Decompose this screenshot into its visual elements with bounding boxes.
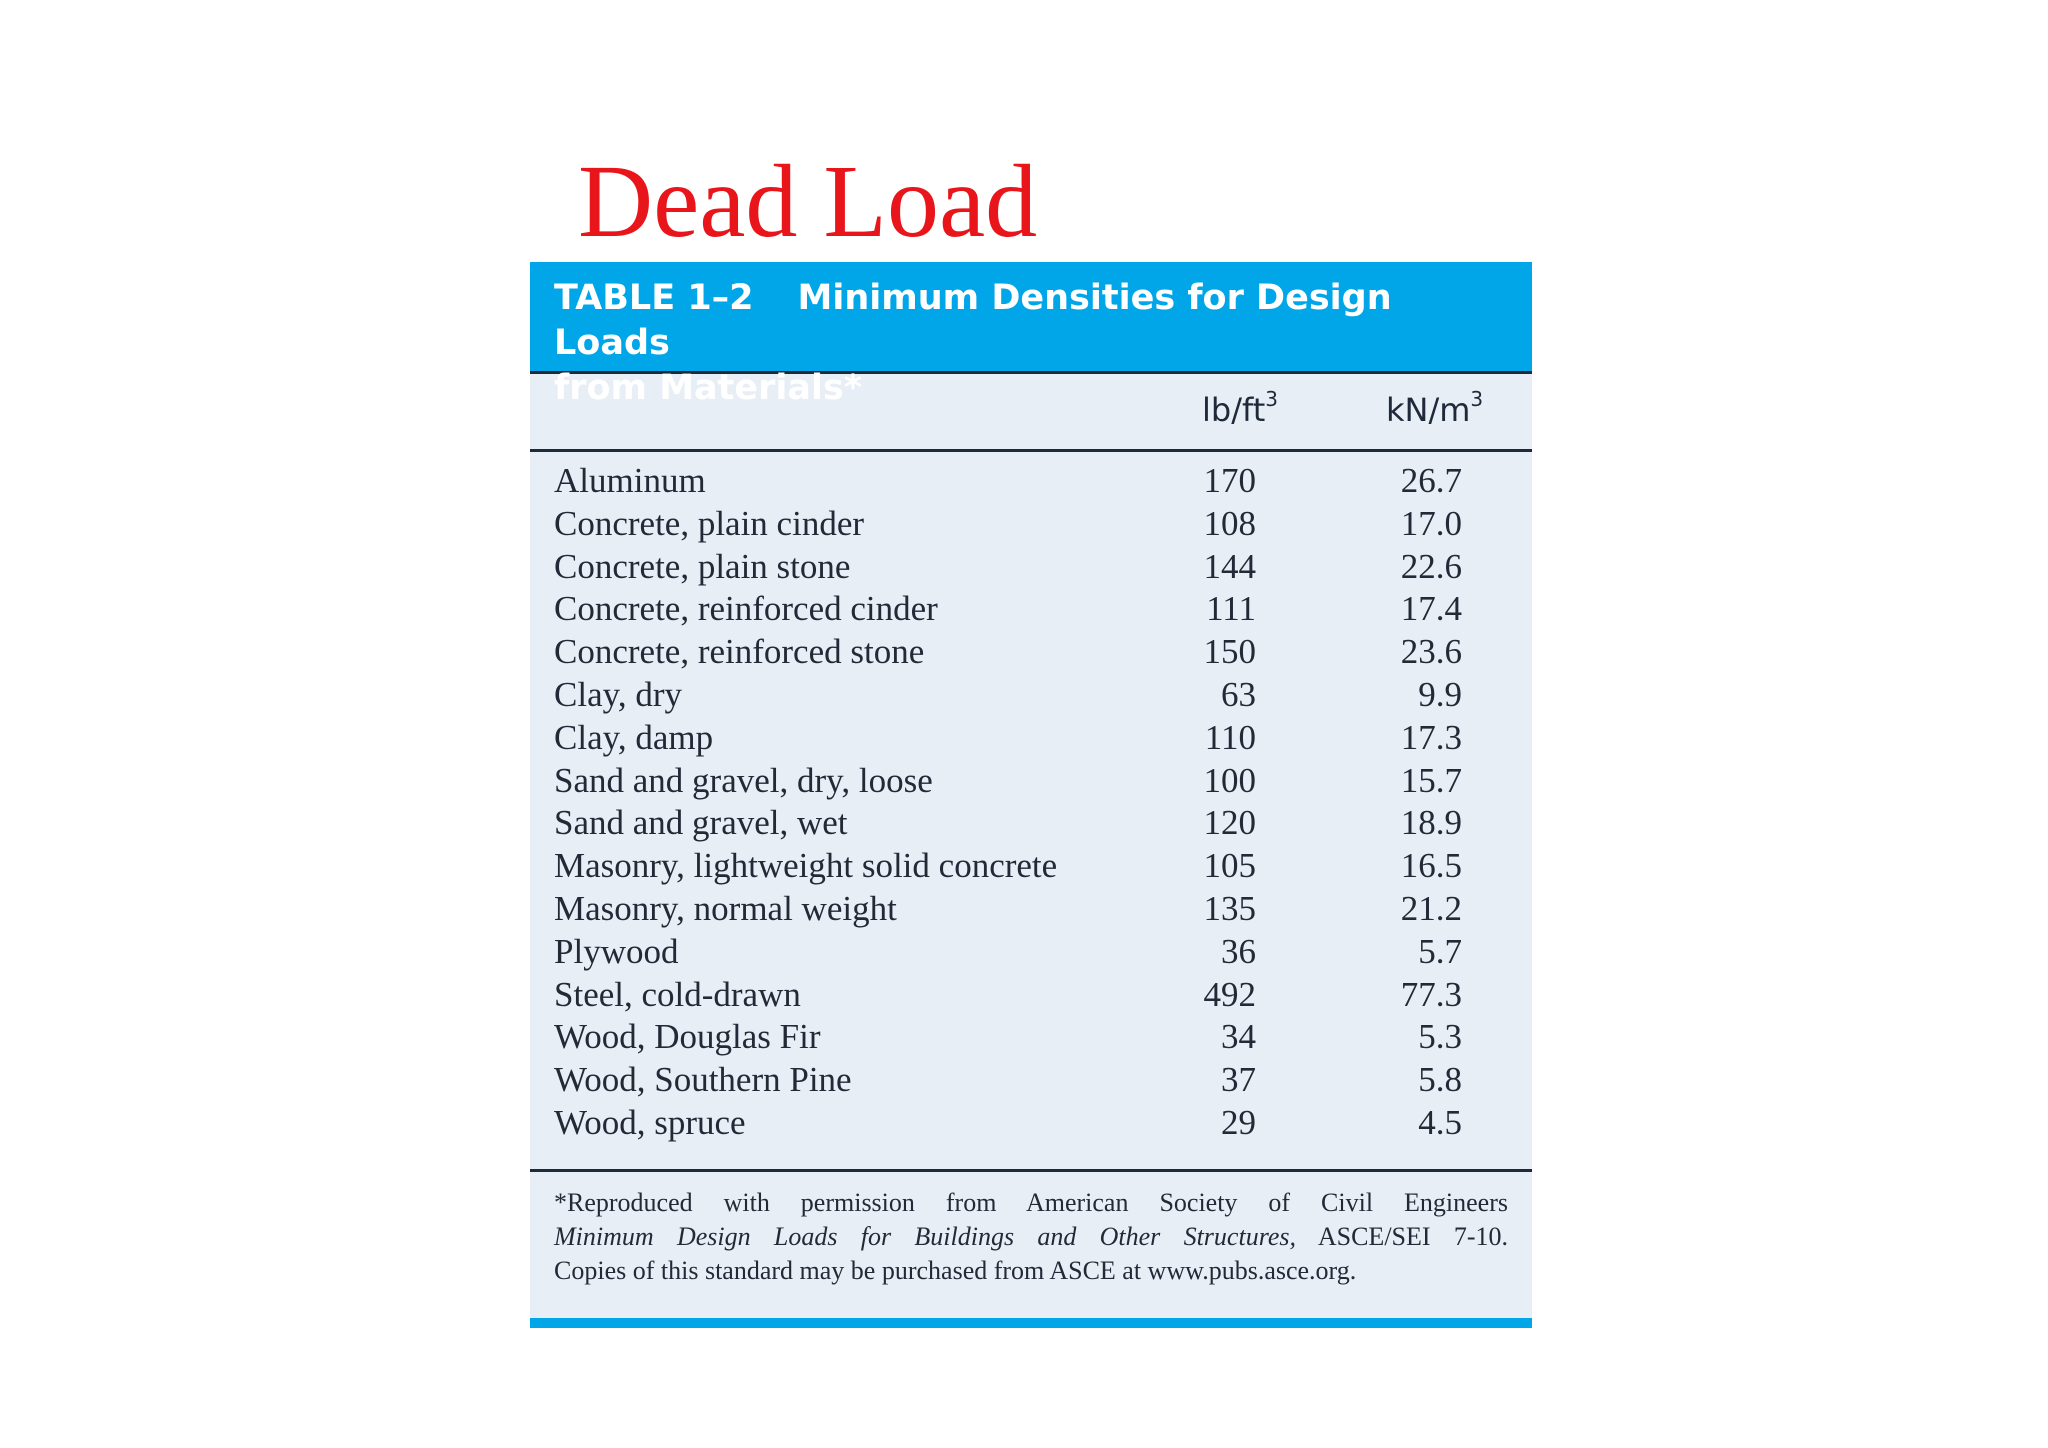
table-row: [530, 974, 1532, 1017]
table-label: TABLE 1–2: [554, 278, 754, 318]
material-name: Masonry, normal weight: [554, 888, 897, 928]
density-lb-ft3: 111: [1206, 589, 1256, 629]
density-kn-m3: 18.9: [1400, 803, 1462, 843]
density-kn-m3: 5.3: [1418, 1017, 1462, 1057]
material-name: Clay, damp: [554, 717, 714, 757]
density-lb-ft3: 37: [1221, 1060, 1256, 1100]
table-title-line2: from Materials*: [554, 368, 863, 408]
table-footnote: [530, 1172, 1532, 1288]
density-kn-m3: 9.9: [1418, 674, 1462, 714]
density-kn-m3: 16.5: [1400, 846, 1462, 886]
density-lb-ft3: 150: [1203, 632, 1256, 672]
footnote-line2: [554, 1220, 1508, 1254]
material-name: Sand and gravel, wet: [554, 803, 848, 843]
table-row: [530, 460, 1532, 503]
density-kn-m3: 23.6: [1400, 632, 1462, 672]
density-lb-ft3: 36: [1221, 931, 1256, 971]
density-lb-ft3: 170: [1203, 461, 1256, 500]
density-lb-ft3: 108: [1203, 503, 1256, 543]
table-row: [530, 760, 1532, 803]
density-lb-ft3: 34: [1221, 1017, 1256, 1057]
density-lb-ft3: 135: [1203, 888, 1256, 928]
table-body: [530, 452, 1532, 1172]
density-kn-m3: 21.2: [1400, 888, 1462, 928]
material-name: Plywood: [554, 931, 679, 971]
density-lb-ft3: 492: [1203, 974, 1256, 1014]
footnote-line1: *Reproduced with permission from American Society of Civil Engineers: [554, 1188, 1508, 1217]
material-name: Sand and gravel, dry, loose: [554, 760, 933, 800]
table-row: [530, 888, 1532, 931]
material-name: Clay, dry: [554, 674, 682, 714]
table-row: [530, 931, 1532, 974]
density-kn-m3: 5.8: [1418, 1060, 1462, 1100]
density-kn-m3: 26.7: [1400, 461, 1462, 500]
material-name: Wood, Douglas Fir: [554, 1017, 821, 1057]
table-row: [530, 674, 1532, 717]
density-kn-m3: 77.3: [1400, 974, 1462, 1014]
unit-header-lb-ft3: $lb/ft^3$: [1202, 387, 1278, 429]
density-lb-ft3: 105: [1203, 846, 1256, 886]
table-row: [530, 631, 1532, 674]
table-row: [530, 845, 1532, 888]
density-kn-m3: 4.5: [1418, 1102, 1462, 1142]
density-table: [530, 262, 1532, 1328]
material-name: Concrete, plain cinder: [554, 503, 865, 543]
density-kn-m3: 17.0: [1400, 503, 1462, 543]
material-name: Wood, spruce: [554, 1102, 746, 1142]
material-name: Wood, Southern Pine: [554, 1060, 852, 1100]
density-kn-m3: 17.4: [1400, 589, 1462, 629]
material-name: Concrete, reinforced cinder: [554, 589, 938, 629]
table-row: [530, 546, 1532, 589]
material-name: Steel, cold-drawn: [554, 974, 801, 1014]
density-kn-m3: 17.3: [1400, 717, 1462, 757]
density-lb-ft3: 100: [1203, 760, 1256, 800]
density-kn-m3: 5.7: [1418, 931, 1462, 971]
density-lb-ft3: 110: [1204, 717, 1256, 757]
material-name: Concrete, plain stone: [554, 546, 851, 586]
table-row: [530, 1059, 1532, 1102]
density-lb-ft3: 144: [1203, 546, 1256, 586]
table-row: [530, 1102, 1532, 1145]
slide-title: Dead Load: [578, 144, 1038, 259]
table-title-line1: Minimum Densities for Design Loads: [554, 278, 1392, 363]
table-row: [530, 802, 1532, 845]
unit-header-kn-m3: $kN/m^3$: [1386, 387, 1484, 429]
material-name: Aluminum: [554, 461, 706, 500]
unit-header-row: [530, 374, 1532, 452]
density-kn-m3: 15.7: [1400, 760, 1462, 800]
table-row: [530, 1016, 1532, 1059]
footnote-publication: Minimum Design Loads for Buildings and Other Structures,: [554, 1222, 1296, 1251]
density-lb-ft3: 29: [1221, 1102, 1256, 1142]
table-bottom-bar: [530, 1318, 1532, 1328]
density-lb-ft3: 120: [1203, 803, 1256, 843]
density-kn-m3: 22.6: [1400, 546, 1462, 586]
footnote-line3: Copies of this standard may be purchased from ASCE at www.pubs.asce.org.: [554, 1256, 1357, 1285]
material-name: Concrete, reinforced stone: [554, 632, 925, 672]
table-row: [530, 717, 1532, 760]
footnote-standard: ASCE/SEI 7-10.: [1296, 1222, 1508, 1251]
density-lb-ft3: 63: [1221, 674, 1256, 714]
material-name: Masonry, lightweight solid concrete: [554, 846, 1058, 886]
table-row: [530, 588, 1532, 631]
table-row: [530, 503, 1532, 546]
